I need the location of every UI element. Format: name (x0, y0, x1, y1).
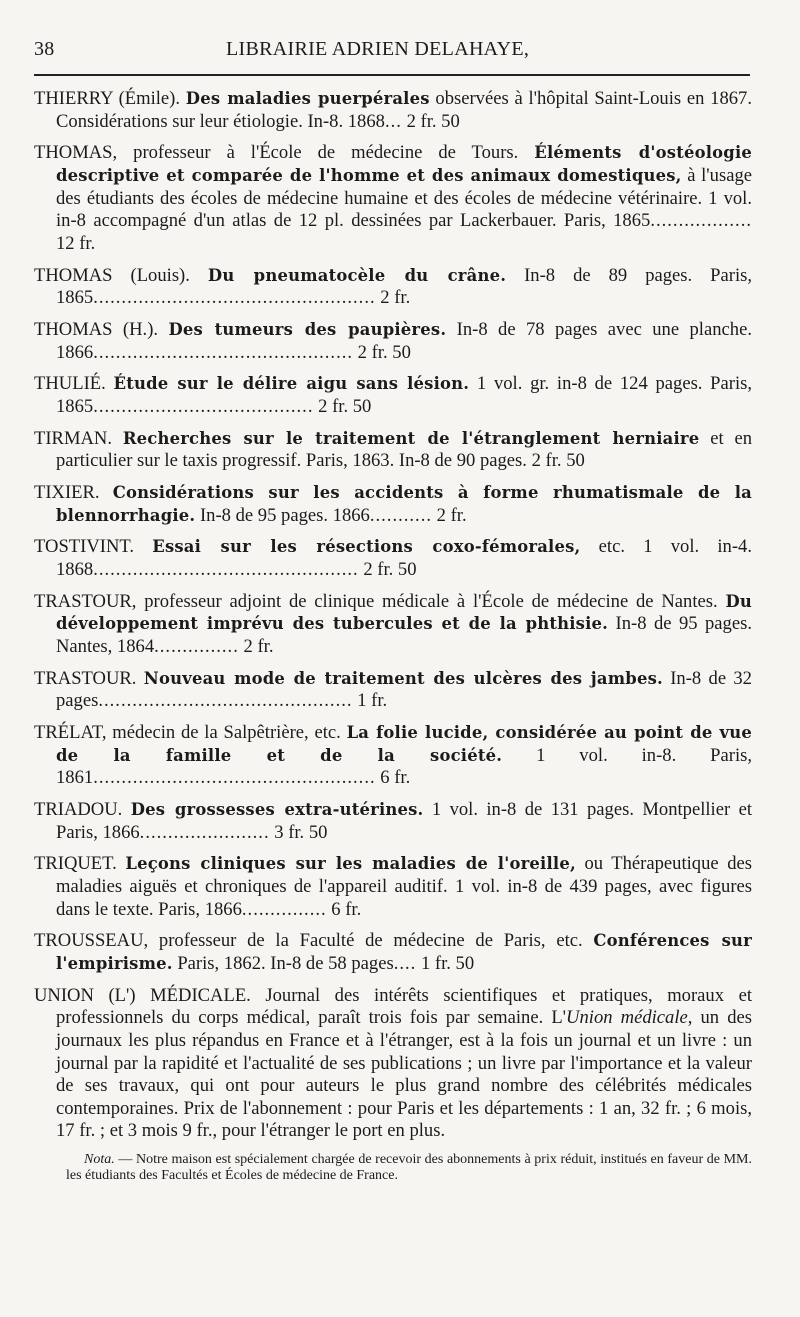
entry-title: Conférences sur l'empirisme. (56, 931, 752, 974)
entry-title: Étude sur le délire aigu sans lésion. (113, 374, 470, 394)
entry-leader-dots: ............................................. (98, 690, 353, 712)
entry-leader-dots: ....................................... (93, 395, 314, 417)
entry-text: In-8 de 89 pages. Paris, 1865 (56, 264, 753, 309)
entry-price: 1 fr. (357, 690, 388, 712)
entry-text: etc. 1 vol. in-4. 1868 (56, 536, 752, 580)
entry-price: 2 fr. (436, 504, 467, 526)
entry-title: La folie lucide, considérée au point de vue de la famille et de la société. (56, 723, 752, 765)
entry-text: ou Thérapeutique des maladies aiguës et chroniques de l'appareil auditif. 1 vol. in-8 de 439 pages, avec figures dans le texte. Paris, 1866 (56, 853, 752, 920)
entry-author: TRÉLAT, médecin de la Salpêtrière, etc. (34, 722, 341, 744)
catalog-entry (34, 591, 752, 659)
nota-footnote (34, 1152, 752, 1183)
entry-text: 1 vol. in-8. Paris, 1861 (56, 744, 752, 789)
union-rest: , un des journaux les plus répandus en France et à l'étranger, est à la fois un journal et un livre : un journal par la rapidité et l'actualité de ses publications ; un livre par l'importance et la valeur de ses travaux, qui ont pour auteurs le plus grand nombre des célébrités médicales contemporaines. Prix de l'abonnement : pour Paris et les départements : 1 an, 32 fr. ; 6 mois, 17 fr. ; et 3 mois 9 fr., pour l'étranger le port en plus. (56, 1007, 752, 1142)
entry-title: Du développement imprévu des tubercules et de la phthisie. (56, 591, 752, 634)
entry-price: 2 fr. 50 (363, 559, 417, 580)
entry-title: Leçons cliniques sur les maladies de l'oreille, (125, 854, 576, 874)
entry-author: TROUSSEAU, professeur de la Faculté de médecine de Paris, etc. (34, 930, 583, 952)
entry-title: Éléments d'ostéologie descriptive et comparée de l'homme et des animaux domestiques, (56, 143, 752, 185)
union-medicale-entry (34, 985, 752, 1143)
entry-author: TRIADOU. (34, 799, 123, 821)
entry-author: THOMAS (Louis). (34, 264, 190, 286)
entry-price: 2 fr. 50 (357, 341, 411, 363)
entry-leader-dots: .... (393, 953, 417, 975)
entry-title: Recherches sur le traitement de l'étranglement herniaire (122, 428, 700, 448)
entry-text: observées à l'hôpital Saint-Louis en 1867. Considérations sur leur étiologie. In-8. 1868 (56, 88, 752, 132)
entry-price: 6 fr. (331, 898, 362, 920)
catalog-entry (34, 428, 752, 473)
entry-text: et en particulier sur le taxis progressif. Paris, 1863. In-8 de 90 pages. (56, 427, 752, 472)
entry-price: 6 fr. (380, 767, 411, 789)
entry-leader-dots: .................. (650, 210, 752, 232)
entry-title: Considérations sur les accidents à forme rhumatismale de la blennorrhagie. (56, 483, 752, 525)
entry-title: Du pneumatocèle du crâne. (207, 265, 507, 285)
header-rule (34, 74, 750, 76)
entry-author: THIERRY (Émile). (34, 88, 181, 109)
entry-price: 2 fr. (243, 635, 274, 657)
catalog-entry (34, 482, 752, 527)
catalog-entry (34, 373, 752, 418)
entry-text: 1 vol. in-8 de 131 pages. Montpellier et Paris, 1866 (56, 799, 752, 843)
entry-leader-dots: ............... (241, 898, 327, 920)
entry-title: Nouveau mode de traitement des ulcères des jambes. (143, 668, 663, 688)
entry-leader-dots: .............................................. (93, 341, 354, 363)
catalog-entry (34, 265, 752, 310)
entry-author: THOMAS, professeur à l'École de médecine de Tours. (34, 142, 519, 164)
entry-price: 3 fr. 50 (274, 821, 328, 843)
entry-text: Paris, 1862. In-8 de 58 pages (172, 953, 394, 975)
union-italic: Union médicale (566, 1007, 688, 1029)
entry-author: TRIQUET. (34, 853, 117, 875)
entry-title: Essai sur les résections coxo-fémorales, (152, 537, 581, 557)
entry-text: 1 vol. gr. in-8 de 124 pages. Paris, 1865 (56, 373, 753, 417)
entry-author: TIXIER. (34, 482, 100, 504)
entry-price: 12 fr. (56, 232, 96, 254)
running-head: LIBRAIRIE ADRIEN DELAHAYE, (226, 38, 530, 60)
catalog-entry (34, 930, 752, 975)
entry-price: 2 fr. 50 (406, 110, 460, 132)
entry-title: Des maladies puerpérales (185, 89, 430, 108)
page-number: 38 (34, 38, 55, 60)
catalog-entry (34, 536, 752, 581)
catalog-entry (34, 722, 752, 790)
catalog-entry (34, 319, 752, 364)
entry-text: In-8 de 95 pages. Nantes, 1864 (56, 613, 752, 657)
entry-price: 2 fr. (380, 287, 411, 309)
entry-title: Des grossesses extra-utérines. (130, 800, 424, 820)
entry-text: In-8 de 32 pages (56, 667, 752, 712)
entry-leader-dots: ........... (369, 504, 432, 526)
nota-text: — Notre maison est spécialement chargée de recevoir des abonnements à prix réduit, institués en faveur de MM. les étudiants des Facultés et Écoles de médecine de France. (66, 1152, 752, 1183)
entry-price: 2 fr. 50 (531, 450, 585, 472)
entry-author: TRASTOUR, professeur adjoint de clinique médicale à l'École de médecine de Nantes. (34, 590, 718, 612)
catalog-entry (34, 799, 752, 844)
entry-author: TOSTIVINT. (34, 536, 135, 558)
catalog-entry (34, 668, 752, 713)
entry-author: THULIÉ. (34, 373, 106, 395)
entry-leader-dots: .................................................. (93, 767, 376, 789)
entry-text: In-8 de 95 pages. 1866 (195, 504, 370, 526)
page-header (34, 38, 750, 68)
entry-title: Des tumeurs des paupières. (168, 319, 447, 339)
entry-leader-dots: ............................................... (93, 559, 359, 580)
catalog-entry (34, 853, 752, 921)
catalog-entries (34, 88, 752, 1197)
entry-leader-dots: ............... (154, 635, 239, 657)
entry-text: In-8 de 78 pages avec une planche. 1866 (56, 318, 752, 363)
entry-author: TRASTOUR. (34, 667, 137, 689)
entry-author: THOMAS (H.). (34, 318, 159, 340)
entry-price: 1 fr. 50 (420, 953, 475, 975)
catalog-entry (34, 88, 752, 133)
entry-leader-dots: .................................................. (93, 287, 376, 309)
catalog-entry (34, 142, 752, 255)
entry-price: 2 fr. 50 (318, 395, 372, 417)
nota-label: Nota. (84, 1152, 115, 1168)
union-lead: UNION (L') MÉDICALE. Journal des intérêts scientifiques et pratiques, moraux et professionnels du corps médical, paraît trois fois par semaine. L' (34, 984, 752, 1029)
entry-text: à l'usage des étudiants des écoles de médecine humaine et des écoles de médecine vétérinaire. 1 vol. in-8 accompagné d'un atlas de 12 pl. dessinées par Lackerbauer. Paris, 1865 (56, 164, 752, 232)
entry-leader-dots: ....................... (139, 821, 270, 843)
entry-leader-dots: ... (384, 110, 402, 132)
entry-author: TIRMAN. (34, 427, 112, 449)
